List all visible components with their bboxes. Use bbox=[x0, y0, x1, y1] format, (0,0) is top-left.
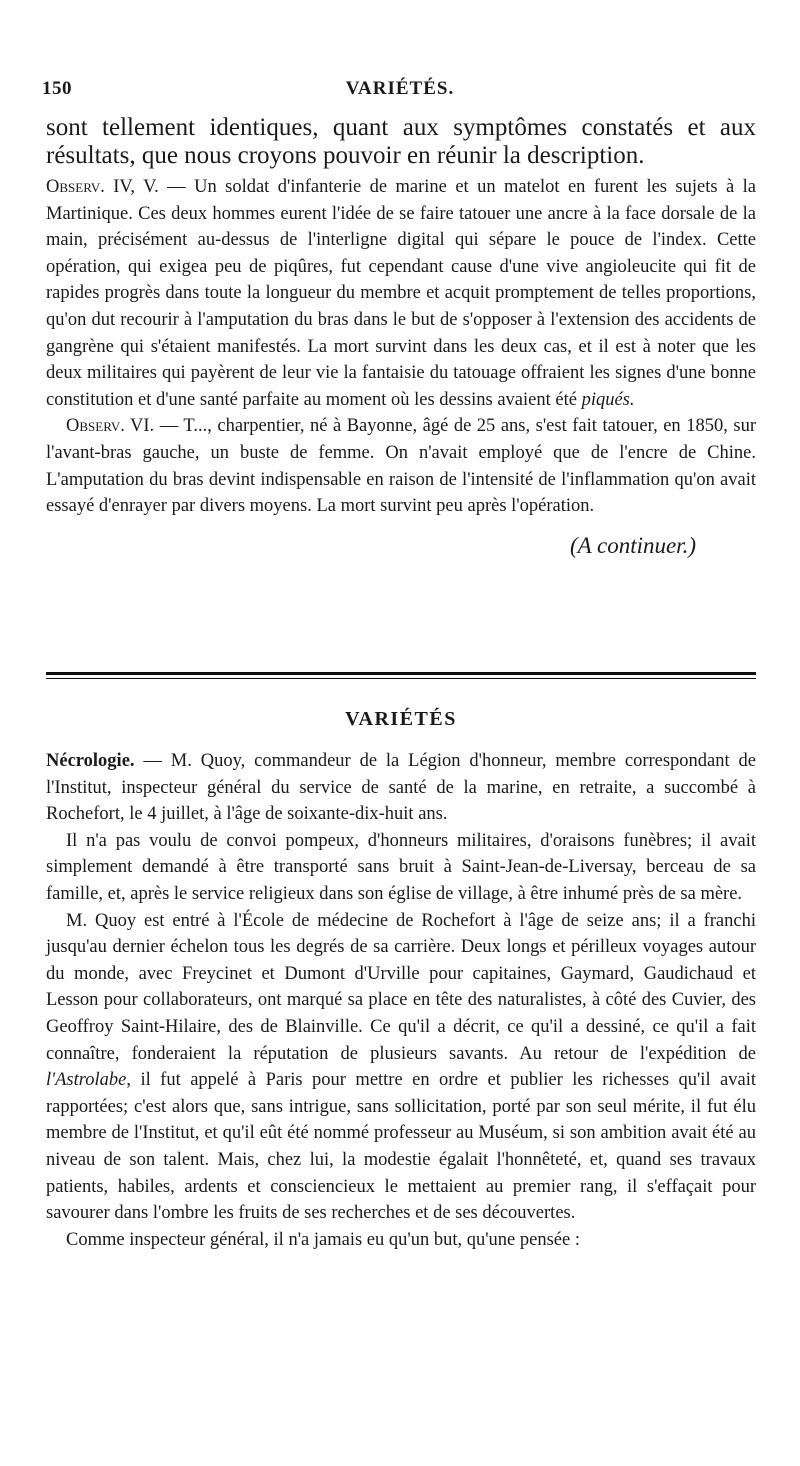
observation-text: — T..., charpentier, né à Bayonne, âgé de 25 ans, s'est fait tatouer, en 1850, sur l'avant-bras gauche, un buste de femme. On n'avait employé que de l'encre de Chine. L'amputation du bras devint indispensable en raison de l'intensité de l'inflammation qu'on avait essayé d'enrayer par divers moyens. La mort survint peu après l'opération. bbox=[46, 416, 756, 517]
observation-label: Observ. VI. bbox=[66, 416, 155, 437]
section-title: VARIÉTÉS bbox=[345, 708, 457, 730]
to-be-continued: (A continuer.) bbox=[569, 532, 696, 558]
page-header bbox=[42, 78, 758, 106]
paragraph-text: , il fut appelé à Paris pour mettre en ordre et publier les richesses qu'il avait rapportées; c'est alors que, sans intrigue, sans sollicitation, porté par son seul mérite, il fut élu membre de l'Institut, et qu'il eût été nommé professeur au Muséum, si son ambition avait été au niveau de son talent. Mais, chez lui, la modestie égalait l'honnêteté, et, quand ses travaux patients, habiles, ardents et consciencieux le mettaient au premier rang, il s'effaçait pour savourer dans l'ombre les fruits de ses recherches et de ses découvertes. bbox=[46, 1070, 756, 1224]
observation-text: — Un soldat d'infanterie de marine et un matelot en furent les sujets à la Martinique. Ces deux hommes eurent l'idée de se faire tatouer une ancre à la face dorsale de la main, précisément au-dessus de l'interligne digital qui sépare le pouce de l'index. Cette opération, qui exigea peu de piqûres, fut cependant cause d'une vive angioleucite qui fit de rapides progrès dans toute la longueur du membre et acquit promptement de telles proportions, qu'on dut recourir à l'amputation du bras dans le but de s'opposer à l'extension des accidents de gangrène qui s'étaient manifestés. La mort survint dans les deux cas, et il est à noter que les deux militaires qui payèrent de leur vie la fantaisie du tatouage offraient les signes d'une bonne constitution et d'une santé parfaite au moment où les dessins avaient été bbox=[46, 177, 756, 410]
necrologie-paragraph-4: Comme inspecteur général, il n'a jamais eu qu'un but, qu'une pensée : bbox=[66, 1229, 580, 1250]
observation-vi bbox=[46, 413, 756, 519]
paragraph-text: M. Quoy est entré à l'École de médecine de Rochefort à l'âge de seize ans; il a franchi jusqu'au dernier échelon tous les degrés de sa carrière. Deux longs et périlleux voyages autour du monde, avec Freycinet et Dumont d'Urville pour capitaines, Gaymard, Gaudichaud et Lesson pour collaborateurs, ont marqué sa place en tête des naturalistes, à côté des Cuvier, des Geoffroy Saint-Hilaire, des de Blainville. Ce qu'il a décrit, ce qu'il a dessiné, ce qu'il a fait connaître, fonderaient la réputation de plusieurs savants. Au retour de l'expédition de bbox=[46, 910, 756, 1064]
necrologie-paragraph-2: Il n'a pas voulu de convoi pompeux, d'honneurs militaires, d'oraisons funèbres; il avait simplement demandé à être transporté sans bruit à Saint-Jean-de-Liversay, berceau de sa famille, et, après le service religieux dans son église de village, à être inhumé près de sa mère. bbox=[46, 830, 756, 904]
observation-emphasis: piqués. bbox=[581, 389, 635, 410]
necrologie-text: — M. Quoy, commandeur de la Légion d'honneur, membre correspondant de l'Institut, inspecteur général du service de santé de la marine, en retraite, a succombé à Rochefort, le 4 juillet, à l'âge de soixante-dix-huit ans. bbox=[46, 751, 756, 825]
section-divider-thick bbox=[46, 672, 756, 675]
observation-label: Observ. IV, V. bbox=[46, 177, 159, 197]
necrologie-paragraph-1 bbox=[46, 748, 756, 828]
ship-name: l'Astrolabe bbox=[46, 1070, 127, 1091]
page-number: 150 bbox=[42, 78, 72, 99]
necrologie-paragraph-3 bbox=[46, 908, 756, 1227]
necrologie-section bbox=[46, 748, 756, 1253]
necrologie-label: Nécrologie. bbox=[46, 751, 135, 771]
section-divider-thin bbox=[46, 678, 756, 679]
running-title: VARIÉTÉS. bbox=[345, 78, 455, 99]
article-continuation bbox=[46, 114, 756, 564]
observation-iv-v bbox=[46, 174, 756, 413]
lead-paragraph: sont tellement identiques, quant aux symptômes constatés et aux résultats, que nous croyons pouvoir en réunir la description. bbox=[46, 114, 756, 169]
